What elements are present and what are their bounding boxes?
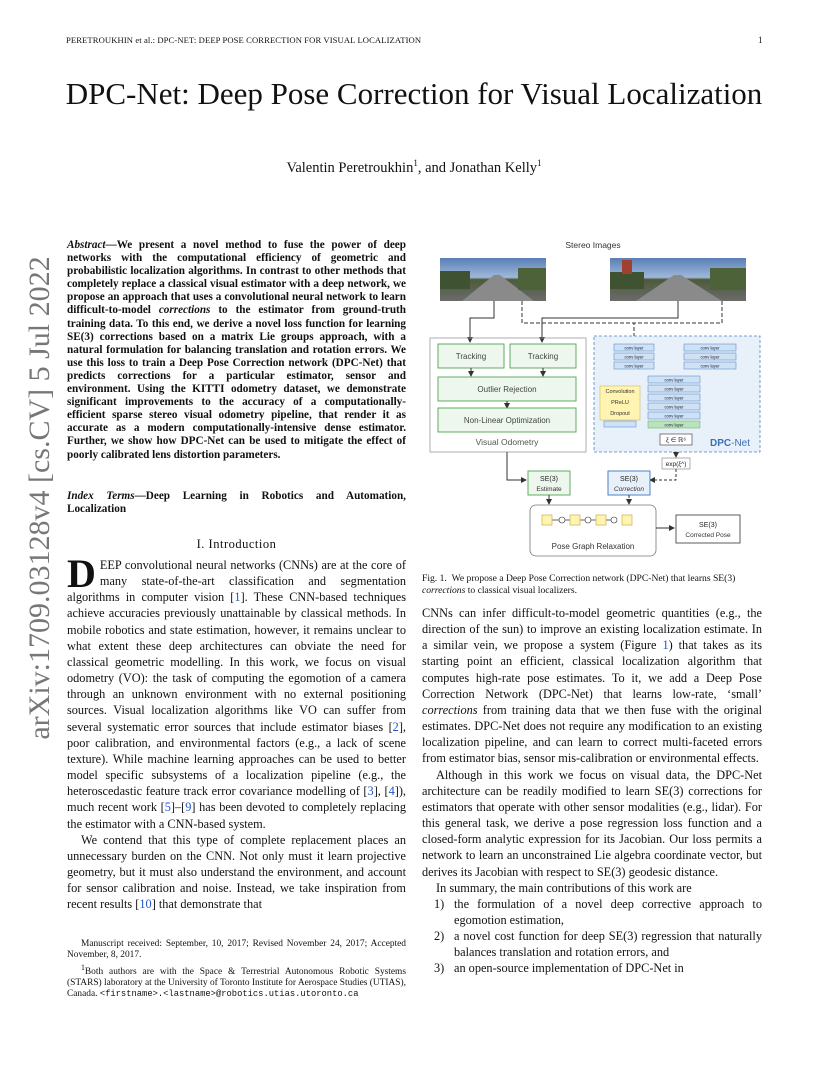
footnote-mark: 1 [81, 962, 85, 972]
index-terms-dash: — [134, 490, 146, 502]
dpc-net-diagram [422, 238, 766, 558]
conv-stack-right [684, 344, 736, 369]
affiliation-mark: 1 [413, 158, 418, 168]
conv-layer-label: conv layer [700, 363, 720, 369]
legend-convolution: Convolution [605, 389, 635, 395]
tracking-left-label: Tracking [455, 352, 487, 361]
se3-correction-sub: Correction [614, 486, 644, 493]
figure-label: Fig. 1. [422, 573, 447, 584]
conv-layer-label: conv layer [664, 413, 684, 419]
index-terms [67, 490, 406, 516]
layer-legend [600, 386, 640, 427]
visual-odometry-label: Visual Odometry [475, 437, 539, 447]
paragraph-text: ]. These CNN-based techniques achieve accuracies previously unattainable by classical methods. In mobile robotics and state estimation, however, it remains unclear to what extent these deep architectures can obviate the need for classical geometric modelling. In this work, we focus on visual odometry (VO): the task of computing the egomotion of a camera through an unknown environment with no external positioning sources. Visual localization algorithms like VO can suffer from several systematic error sources that include estimator biases [ [67, 590, 406, 734]
list-item [422, 960, 762, 976]
conv-layer-label: conv layer [664, 404, 684, 410]
paragraph-text: ] that demonstrate that [151, 897, 262, 912]
se3-correction-title: SE(3) [620, 476, 638, 483]
xi-output-label: ξ ∈ ℝ⁶ [665, 437, 687, 444]
list-number: 3) [434, 961, 445, 976]
conv-layer-label: conv layer [664, 395, 684, 401]
page-number: 1 [758, 35, 763, 45]
running-head: PERETROUKHIN et al.: DPC-NET: DEEP POSE CORRECTION FOR VISUAL LOCALIZATION [66, 35, 422, 45]
intro-body [67, 551, 406, 912]
legend-dropout: Dropout [610, 411, 630, 417]
tracking-right-label: Tracking [527, 352, 559, 361]
caption-text: We propose a Deep Pose Correction network (DPC-Net) that learns SE(3) [451, 573, 736, 584]
paragraph-text: ]–[ [170, 800, 186, 815]
citation-link[interactable]: 9 [185, 800, 192, 815]
affiliation-mark: 1 [537, 158, 542, 168]
corrected-pose-title: SE(3) [699, 522, 717, 529]
figure-caption [422, 573, 762, 596]
paragraph: Although in this work we focus on visual data, the DPC-Net architecture can be readily modified to learn SE(3) corrections for estimators that operate with other sensor modalities (e.g., lidar). For this general task, we derive a pose regression loss function and a closed-form analytic expression for its Jacobian. Our loss permits a network to learn an unconstrained Lie algebra coordinate vector, but derives its Jacobian with respect to SE(3) geodesic distance. [422, 767, 762, 879]
arxiv-side-label: arXiv:1709.03128v4 [cs.CV] 5 Jul 2022 [23, 256, 56, 740]
citation-link[interactable]: 5 [164, 800, 171, 815]
abstract-dash: — [105, 239, 117, 251]
se3-estimate-title: SE(3) [540, 476, 558, 483]
legend-prelu: PReLU [611, 400, 629, 406]
citation-link[interactable]: 3 [367, 784, 374, 799]
corrected-pose-sub: Corrected Pose [685, 532, 731, 539]
email-address: <firstname>.<lastname>@robotics.utias.utoronto.ca [99, 989, 359, 1000]
conv-layer-label: conv layer [624, 345, 644, 351]
paragraph [67, 551, 406, 832]
conv-layer-label: conv layer [664, 386, 684, 392]
conv-layer-label: conv layer [624, 363, 644, 369]
manuscript-note: Manuscript received: September, 10, 2017; Revised November 24, 2017; Accepted November, 8, 2017. [67, 939, 406, 961]
conv-stack-left [614, 344, 654, 369]
conv-layer-label: conv layer [700, 354, 720, 360]
paragraph: In summary, the main contributions of this work are [436, 880, 692, 895]
conv-layer-label: conv layer [664, 377, 684, 383]
list-item [422, 896, 762, 928]
index-terms-text: Deep Learning in Robotics and Automation, Localization [67, 490, 406, 516]
figure-ref-link[interactable]: 1 [662, 638, 669, 653]
paragraph-emphasis: corrections [422, 702, 478, 717]
exp-map-label: exp(ξ^) [665, 461, 687, 468]
conv-layer-label: conv layer [664, 422, 684, 428]
citation-link[interactable]: 2 [392, 719, 399, 734]
citation-link[interactable]: 10 [139, 897, 152, 912]
pose-graph-label: Pose Graph Relaxation [551, 542, 635, 551]
paragraph-text: CNNs can infer difficult-to-model geometric quantities (e.g., the direction of the sun) to improve an existing localization estimate. In a similar vein, we propose a system (Figure [422, 606, 762, 653]
paragraph-text: from training data that we then fuse with the original estimates. DPC-Net does not require any modification to an existing localization pipeline, and can learn to correct multi-faceted errors from estimator bias, sensor mis-calibration or environmental effects. [422, 702, 762, 766]
author-name: Jonathan Kelly [449, 159, 538, 176]
affiliation-note [67, 962, 406, 1001]
nonlinear-optimization-label: Non-Linear Optimization [463, 416, 551, 425]
paragraph-text: ] has been devoted to completely replacing the estimator with a CNN-based system. [67, 800, 406, 831]
section-heading: I. Introduction [196, 537, 277, 551]
stereo-image-left [440, 258, 546, 301]
index-terms-label: Index Terms [67, 490, 135, 502]
caption-emphasis: corrections [422, 584, 466, 596]
abstract-emphasis: corrections [158, 304, 211, 317]
list-number: 2) [434, 929, 445, 944]
conv-layer-label: conv layer [700, 345, 720, 351]
conv-layer-label: conv layer [624, 354, 644, 360]
abstract-text: to the estimator from ground-truth training data. To this end, we derive a novel loss function for learning SE(3) corrections based on a matrix Lie groups approach, with a natural formulation for balancing translation and rotation errors. We use this loss to train a Deep Pose Correction network (DPC-Net) that predicts corrections for a particular estimator, sensor and environment. Using the KITTI odometry dataset, we demonstrate significant improvements to the accuracy of a computationally-efficient sparse stereo visual odometry pipeline, that render it as accurate as a modern computationally-intensive dense estimator. Further, we show how DPC-Net can be used to mitigate the effect of poorly calibrated lens distortion parameters. [67, 304, 406, 461]
citation-link[interactable]: 4 [388, 784, 395, 799]
paragraph [422, 605, 762, 767]
figure-diagram [422, 238, 766, 558]
contribution-list [422, 896, 762, 977]
list-item [422, 928, 762, 960]
footnotes [67, 939, 406, 1001]
paragraph-text: ], [ [373, 784, 389, 799]
list-text: a novel cost function for deep SE(3) regression that naturally balances translation and rotation errors, and [454, 929, 762, 960]
stereo-image-right [610, 258, 746, 301]
list-text: an open-source implementation of DPC-Net in [454, 961, 684, 976]
affiliation-text: Both authors are with the Space & Terrestrial Autonomous Robotic Systems (STARS) laboratory at the University of Toronto Institute for Aerospace Studies (UTIAS), Canada. [67, 966, 406, 1000]
citation-link[interactable]: 1 [234, 590, 241, 605]
se3-estimate-sub: Estimate [536, 486, 562, 493]
col2-body [422, 605, 762, 977]
outlier-rejection-label: Outlier Rejection [477, 385, 537, 394]
abstract-text: We present a novel method to fuse the power of deep networks with the computational efficiency of geometric and probabilistic localization algorithms. In contrast to other methods that completely replace a classical visual estimator with a deep network, we propose an approach that uses a convolutional neural network to learn difficult-to-model [67, 239, 406, 317]
stereo-images-label: Stereo Images [565, 240, 621, 250]
paragraph-text: We contend that this type of complete replacement places an unnecessary burden on the CNN. Not only must it learn projective geometry, but it must also understand the environment, and account for sensor calibration and noise. Instead, we take inspiration from recent results [ [67, 832, 406, 912]
paragraph-text: EEP convolutional neural networks (CNNs) are at the core of many state-of-the-art classification and segmentation algorithms in computer vision [ [67, 558, 406, 605]
author-separator: , and [417, 159, 450, 176]
author-line [60, 158, 768, 177]
paragraph-text: ], poor calibration, and environmental factors (e.g., a lack of scene texture). While machine learning approaches can be used to better model specific subsystems of a localization pipeline (e.g., the heteroscedastic feature track error covariance modelling of [ [67, 719, 406, 799]
paragraph-text: ]), much recent work [ [67, 784, 406, 815]
drop-cap: D [67, 551, 96, 596]
paragraph [67, 832, 406, 913]
list-number: 1) [434, 896, 445, 911]
paper-title: DPC-Net: Deep Pose Correction for Visual Localization [65, 76, 763, 111]
list-text: the formulation of a novel deep corrective approach to egomotion estimation, [454, 896, 762, 927]
paragraph-text: ) that takes as its starting point an efficient, classical localization algorithm that computes high-rate pose estimates. To it, we add a Deep Pose Correction Network (DPC-Net) that learns low-rate, ‘small’ [422, 638, 762, 701]
author-name: Valentin Peretroukhin [286, 159, 414, 176]
dpc-net-label: DPC-Net [709, 438, 751, 449]
abstract-label: Abstract [67, 239, 106, 251]
caption-text: to classical visual localizers. [465, 584, 577, 596]
abstract [67, 239, 406, 462]
